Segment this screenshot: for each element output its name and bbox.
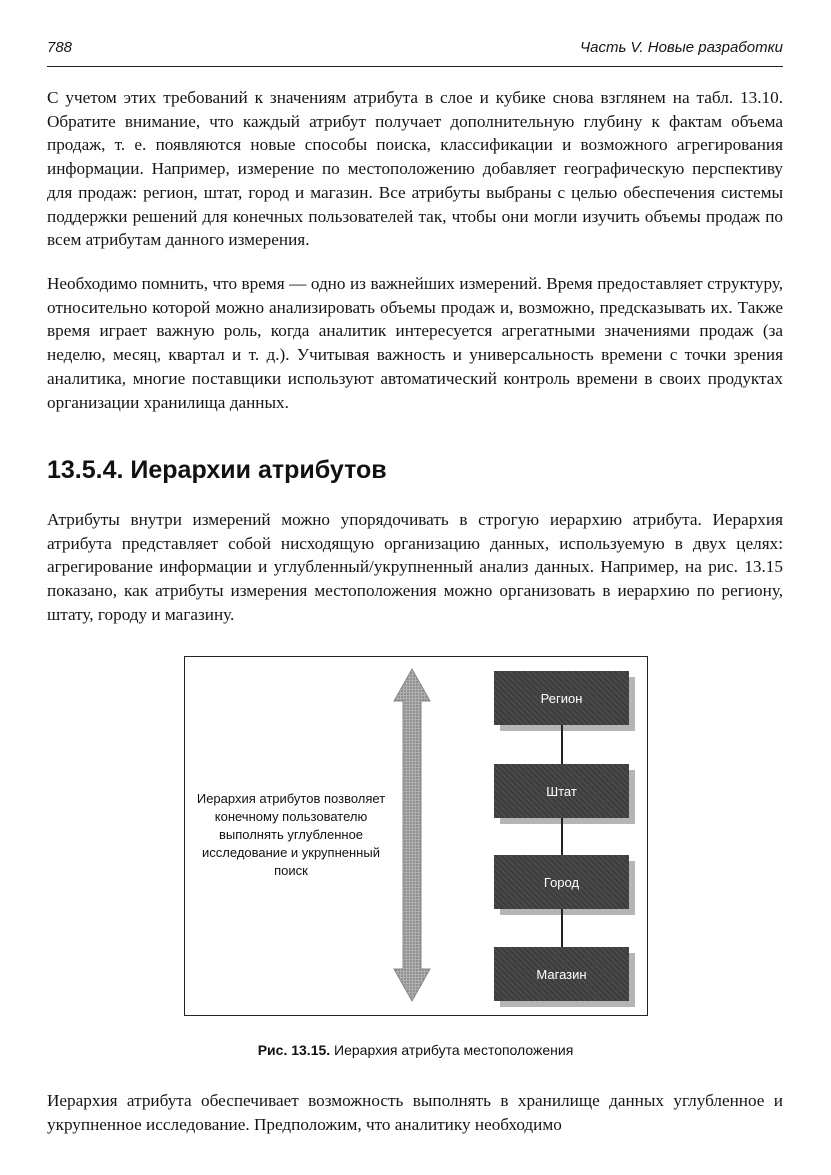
section-heading: 13.5.4. Иерархии атрибутов [47, 456, 387, 484]
paragraph-4: Иерархия атрибута обеспечивает возможность выполнять в хранилище данных углубленное и укрупненное исследование. Предположим, что аналитику необходимо [47, 1091, 783, 1134]
paragraph-3: Атрибуты внутри измерений можно упорядочивать в строгую иерархию атрибута. Иерархия атрибута представляет собой нисходящую организацию данных, используемую в двух целях: агрегирование информации и углубленный/укрупненный анализ данных. Например, на рис. 13.15 показано, как атрибуты измерения местоположения можно организовать в иерархию по региону, штату, городу и магазину. [47, 510, 783, 624]
hierarchy-level-state: Штат [494, 764, 629, 818]
figure-caption-text: Иерархия атрибута местоположения [334, 1042, 574, 1058]
connector-line [561, 909, 563, 947]
hierarchy-level-store: Магазин [494, 947, 629, 1001]
connector-line [561, 818, 563, 855]
page-number: 788 [47, 39, 73, 56]
figure-caption-number: Рис. 13.15. [257, 1042, 331, 1058]
figure-caption [0, 1042, 831, 1058]
figure-side-text: Иерархия атрибутов позволяет конечному пользователю выполнять углубленное исследование и укрупненный поиск [196, 791, 386, 878]
hierarchy-level-region: Регион [494, 671, 629, 725]
connector-line [561, 725, 563, 764]
hierarchy-level-city: Город [494, 855, 629, 909]
figure-attribute-hierarchy [184, 656, 648, 1016]
paragraph-2: Необходимо помнить, что время — одно из важнейших измерений. Время предоставляет структуру, относительно которой можно анализировать объемы продаж и, возможно, предсказывать их. Также время играет важную роль, когда аналитик интересуется агрегатными значениями продаж (за неделю, месяц, квартал и т. д.). Учитывая важность и универсальность времени с точки зрения аналитика, многие поставщики используют автоматический контроль времени в своих продуктах организации хранилища данных. [47, 274, 783, 412]
page-header [47, 36, 783, 67]
running-title: Часть V. Новые разработки [580, 39, 783, 56]
paragraph-1: С учетом этих требований к значениям атрибута в слое и кубике снова взглянем на табл. 13.10. Обратите внимание, что каждый атрибут получает дополнительную глубину к фактам объема продаж, т. е. появляются новые способы поиска, классификации и возможного агрегирования информации. Например, измерение по местоположению добавляет географическую перспективу для продаж: регион, штат, город и магазин. Все атрибуты выбраны с целью обеспечения системы поддержки решений для конечных пользователей так, чтобы они могли изучить объемы продаж по всем атрибутам данного измерения. [47, 88, 783, 250]
